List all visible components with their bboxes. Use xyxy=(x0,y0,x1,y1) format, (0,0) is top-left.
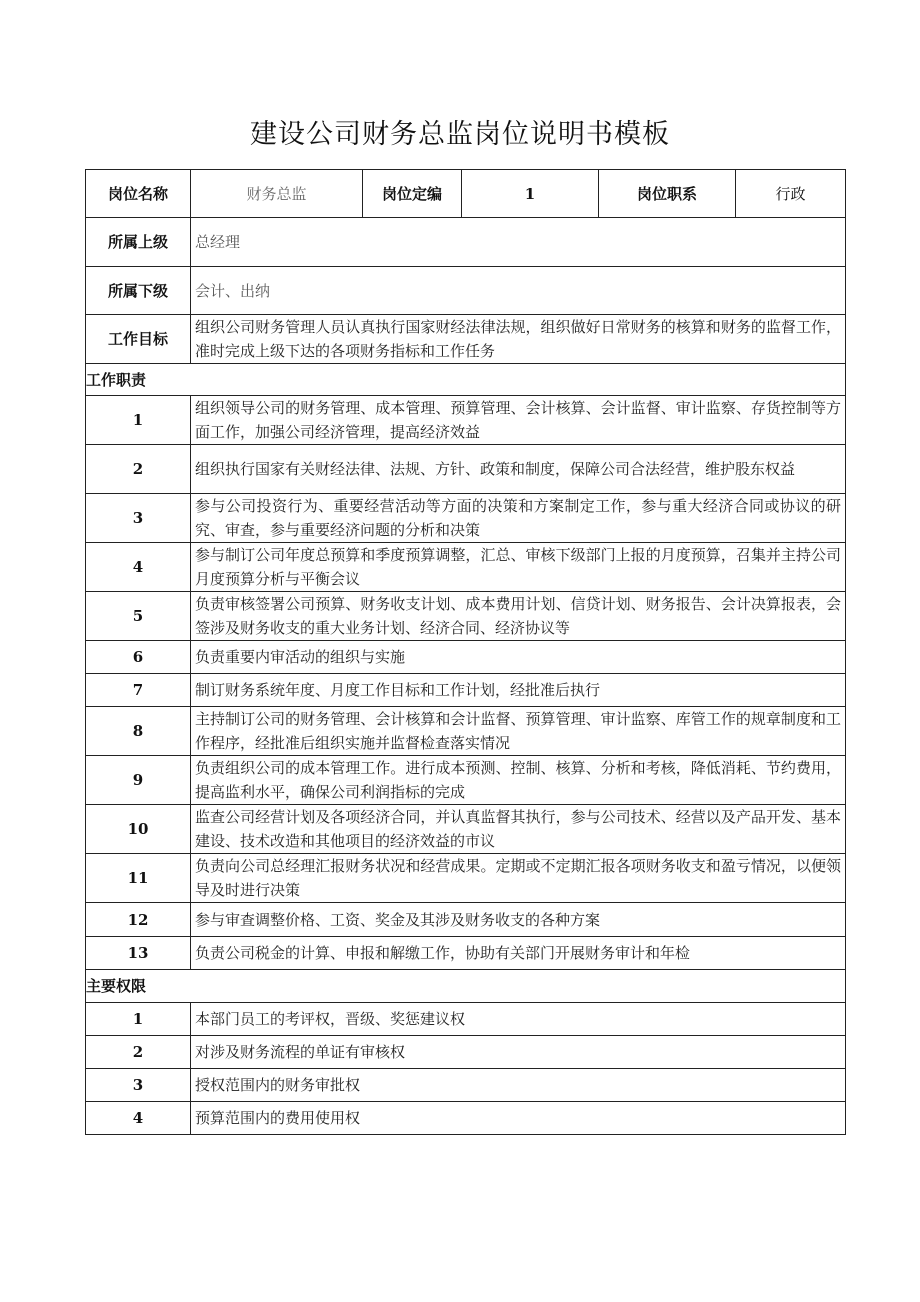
goal-value: 组织公司财务管理人员认真执行国家财经法律法规，组织做好日常财务的核算和财务的监督工作，准时完成上级下达的各项财务指标和工作任务 xyxy=(191,315,846,364)
duty-text: 监查公司经营计划及各项经济合同，并认真监督其执行，参与公司技术、经营以及产品开发、基本建设、技术改造和其他项目的经济效益的市议 xyxy=(191,805,846,854)
duty-number: 12 xyxy=(86,903,191,937)
duties-heading-row xyxy=(86,364,846,396)
table-row xyxy=(86,1102,846,1135)
table-row xyxy=(86,1036,846,1069)
document-title: 建设公司财务总监岗位说明书模板 xyxy=(250,119,670,150)
table-row xyxy=(86,543,846,592)
duty-number: 3 xyxy=(86,494,191,543)
subordinate-value: 会计、出纳 xyxy=(191,267,846,315)
superior-value: 总经理 xyxy=(191,218,846,267)
duty-number: 2 xyxy=(86,445,191,494)
duty-text: 主持制订公司的财务管理、会计核算和会计监督、预算管理、审计监察、库管工作的规章制度和工作程序，经批准后组织实施并监督检查落实情况 xyxy=(191,707,846,756)
header-row xyxy=(86,170,846,218)
duty-number: 1 xyxy=(86,396,191,445)
duty-number: 10 xyxy=(86,805,191,854)
authority-heading-row xyxy=(86,970,846,1003)
duty-number: 9 xyxy=(86,756,191,805)
duty-text: 负责公司税金的计算、申报和解缴工作，协助有关部门开展财务审计和年检 xyxy=(191,937,846,970)
superior-row xyxy=(86,218,846,267)
table-row xyxy=(86,1069,846,1102)
authority-text: 预算范围内的费用使用权 xyxy=(191,1102,846,1135)
duty-text: 参与审查调整价格、工资、奖金及其涉及财务收支的各种方案 xyxy=(191,903,846,937)
duty-number: 11 xyxy=(86,854,191,903)
goal-row xyxy=(86,315,846,364)
authority-text: 本部门员工的考评权，晋级、奖惩建议权 xyxy=(191,1003,846,1036)
authority-number: 1 xyxy=(86,1003,191,1036)
table-row xyxy=(86,937,846,970)
table-row xyxy=(86,494,846,543)
authority-number: 4 xyxy=(86,1102,191,1135)
duty-number: 7 xyxy=(86,674,191,707)
authority-heading: 主要权限 xyxy=(86,970,846,1003)
duty-number: 6 xyxy=(86,641,191,674)
headcount-label: 岗位定编 xyxy=(363,170,462,218)
duty-text: 组织执行国家有关财经法律、法规、方针、政策和制度，保障公司合法经营，维护股东权益 xyxy=(191,445,846,494)
duty-number: 4 xyxy=(86,543,191,592)
position-name-value: 财务总监 xyxy=(191,170,363,218)
duty-text: 组织领导公司的财务管理、成本管理、预算管理、会计核算、会计监督、审计监察、存货控制等方面工作，加强公司经济管理，提高经济效益 xyxy=(191,396,846,445)
job-description-table xyxy=(85,169,846,1135)
subordinate-row xyxy=(86,267,846,315)
table-row xyxy=(86,641,846,674)
duties-heading: 工作职责 xyxy=(86,364,846,396)
duty-number: 8 xyxy=(86,707,191,756)
superior-label: 所属上级 xyxy=(86,218,191,267)
subordinate-label: 所属下级 xyxy=(86,267,191,315)
table-row xyxy=(86,396,846,445)
table-row xyxy=(86,674,846,707)
table-row xyxy=(86,592,846,641)
job-family-label: 岗位职系 xyxy=(599,170,736,218)
authority-number: 3 xyxy=(86,1069,191,1102)
duty-text: 负责重要内审活动的组织与实施 xyxy=(191,641,846,674)
table-row xyxy=(86,707,846,756)
headcount-value: 1 xyxy=(462,170,599,218)
position-name-label: 岗位名称 xyxy=(86,170,191,218)
duty-text: 参与公司投资行为、重要经营活动等方面的决策和方案制定工作，参与重大经济合同或协议的研究、审查，参与重要经济问题的分析和决策 xyxy=(191,494,846,543)
authority-text: 授权范围内的财务审批权 xyxy=(191,1069,846,1102)
authority-number: 2 xyxy=(86,1036,191,1069)
duty-text: 参与制订公司年度总预算和季度预算调整，汇总、审核下级部门上报的月度预算，召集并主持公司月度预算分析与平衡会议 xyxy=(191,543,846,592)
duty-text: 制订财务系统年度、月度工作目标和工作计划，经批准后执行 xyxy=(191,674,846,707)
goal-label: 工作目标 xyxy=(86,315,191,364)
duty-text: 负责向公司总经理汇报财务状况和经营成果。定期或不定期汇报各项财务收支和盈亏情况，以便领导及时进行决策 xyxy=(191,854,846,903)
table-row xyxy=(86,903,846,937)
table-row xyxy=(86,445,846,494)
duty-number: 5 xyxy=(86,592,191,641)
authority-text: 对涉及财务流程的单证有审核权 xyxy=(191,1036,846,1069)
duty-text: 负责组织公司的成本管理工作。进行成本预测、控制、核算、分析和考核，降低消耗、节约费用，提高监利水平，确保公司利润指标的完成 xyxy=(191,756,846,805)
table-row xyxy=(86,805,846,854)
duty-text: 负责审核签署公司预算、财务收支计划、成本费用计划、信贷计划、财务报告、会计决算报表，会签涉及财务收支的重大业务计划、经济合同、经济协议等 xyxy=(191,592,846,641)
job-family-value: 行政 xyxy=(736,170,846,218)
duty-number: 13 xyxy=(86,937,191,970)
table-row xyxy=(86,1003,846,1036)
table-row xyxy=(86,756,846,805)
table-row xyxy=(86,854,846,903)
